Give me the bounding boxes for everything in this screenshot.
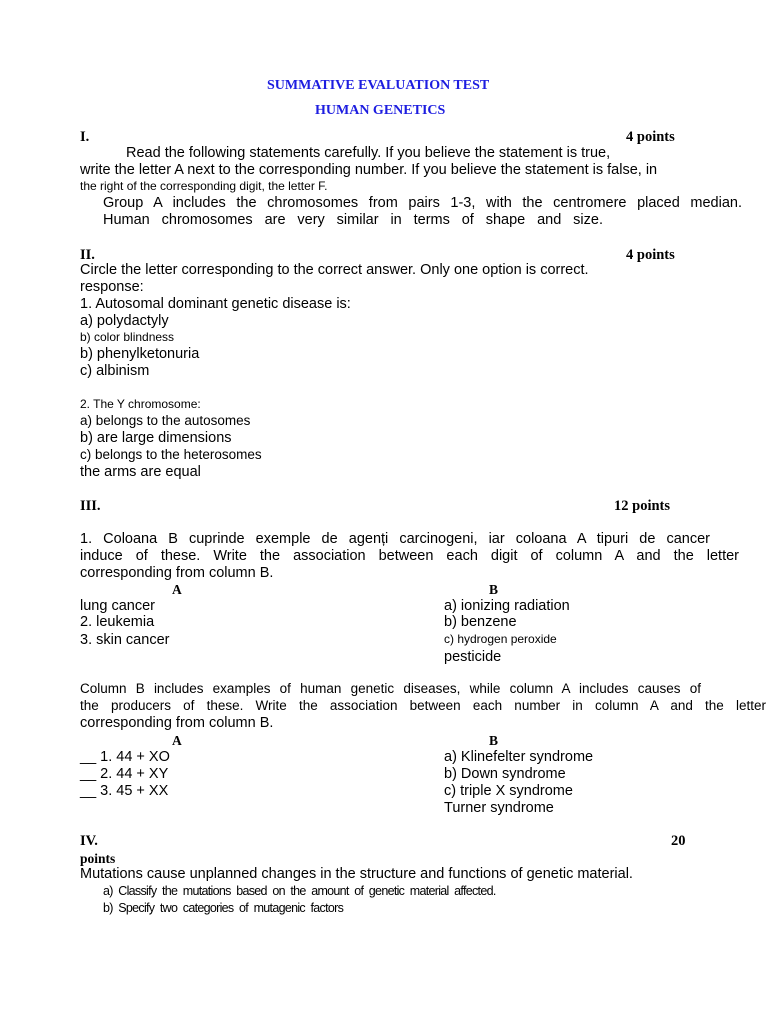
table-1-a-item: 2. leukemia bbox=[80, 614, 155, 630]
question-2-option: a) belongs to the autosomes bbox=[80, 413, 251, 428]
table-1-a-item: 3. skin cancer bbox=[80, 632, 170, 648]
table-2-b-item: b) Down syndrome bbox=[444, 766, 566, 782]
section-1-statement-2: Human chromosomes are very similar in terms of shape and size. bbox=[103, 212, 603, 228]
section-4-label: IV. bbox=[80, 833, 98, 849]
question-1-option: b) phenylketonuria bbox=[80, 346, 200, 362]
question-1-option: b) color blindness bbox=[80, 330, 175, 344]
question-2-option: b) are large dimensions bbox=[80, 430, 232, 446]
section-1-statement-1: Group A includes the chromosomes from pairs 1-3, with the centromere placed median. bbox=[103, 195, 742, 211]
question-1: 1. Autosomal dominant genetic disease is: bbox=[80, 296, 351, 312]
section-2-instruction: Circle the letter corresponding to the correct answer. Only one option is correct. bbox=[80, 262, 589, 278]
section-4-points-word: points bbox=[80, 851, 116, 866]
section-1-instruction-line-2: write the letter A next to the corresponding number. If you believe the statement is false, in bbox=[80, 162, 658, 178]
section-3-paragraph-2-line-2: the producers of these. Write the association between each number in column A and the letter bbox=[80, 698, 766, 713]
section-3-paragraph-2-line-3: corresponding from column B. bbox=[80, 715, 274, 731]
table-2-a-item: __ 2. 44 + XY bbox=[80, 766, 169, 782]
section-4-points-number: 20 bbox=[671, 833, 686, 849]
section-4-item-b: b) Specify two categories of mutagenic factors bbox=[103, 901, 344, 915]
table-1-column-a-header: A bbox=[172, 582, 182, 597]
table-2-column-b-header: B bbox=[489, 733, 499, 748]
section-1-points: 4 points bbox=[626, 129, 675, 145]
section-1-label: I. bbox=[80, 129, 90, 145]
section-3-paragraph-2-line-1: Column B includes examples of human genetic diseases, while column A includes causes of bbox=[80, 681, 701, 696]
section-2-label: II. bbox=[80, 247, 95, 263]
page-title: SUMMATIVE EVALUATION TEST bbox=[267, 78, 490, 93]
table-1-a-item: lung cancer bbox=[80, 598, 155, 614]
table-2-b-item: a) Klinefelter syndrome bbox=[444, 749, 594, 765]
section-2-response: response: bbox=[80, 279, 144, 295]
table-2-a-item: __ 1. 44 + XO bbox=[80, 749, 170, 765]
table-1-b-item: c) hydrogen peroxide bbox=[444, 632, 557, 646]
section-4-item-a: a) Classify the mutations based on the amount of genetic material affected. bbox=[103, 884, 496, 898]
table-2-a-item: __ 3. 45 + XX bbox=[80, 783, 169, 799]
table-1-column-b-header: B bbox=[489, 582, 499, 597]
section-1-instruction-line-1: Read the following statements carefully. If you believe the statement is true, bbox=[126, 145, 611, 161]
question-1-option: c) albinism bbox=[80, 363, 150, 379]
table-1-b-item: pesticide bbox=[444, 649, 502, 665]
table-1-b-item: a) ionizing radiation bbox=[444, 598, 570, 614]
section-1-instruction-line-3: the right of the corresponding digit, the letter F. bbox=[80, 179, 328, 193]
question-1-option: a) polydactyly bbox=[80, 313, 169, 329]
section-3-paragraph-1-line-1: 1. Coloana B cuprinde exemple de agenți carcinogeni, iar coloana A tipuri de cancer bbox=[80, 531, 710, 547]
table-1-b-item: b) benzene bbox=[444, 614, 517, 630]
question-2-option: c) belongs to the heterosomes bbox=[80, 447, 262, 462]
section-4-intro: Mutations cause unplanned changes in the structure and functions of genetic material. bbox=[80, 866, 633, 882]
question-2-option: the arms are equal bbox=[80, 464, 201, 480]
section-3-points: 12 points bbox=[614, 498, 671, 514]
section-3-label: III. bbox=[80, 498, 101, 514]
section-3-paragraph-1-line-2: induce of these. Write the association between each digit of column A and the letter bbox=[80, 548, 739, 564]
page-subtitle: HUMAN GENETICS bbox=[315, 103, 446, 118]
question-2: 2. The Y chromosome: bbox=[80, 397, 201, 411]
section-3-paragraph-1-line-3: corresponding from column B. bbox=[80, 565, 274, 581]
table-2-b-item: c) triple X syndrome bbox=[444, 783, 573, 799]
table-2-column-a-header: A bbox=[172, 733, 182, 748]
section-2-points: 4 points bbox=[626, 247, 675, 263]
table-2-b-item: Turner syndrome bbox=[444, 800, 554, 816]
